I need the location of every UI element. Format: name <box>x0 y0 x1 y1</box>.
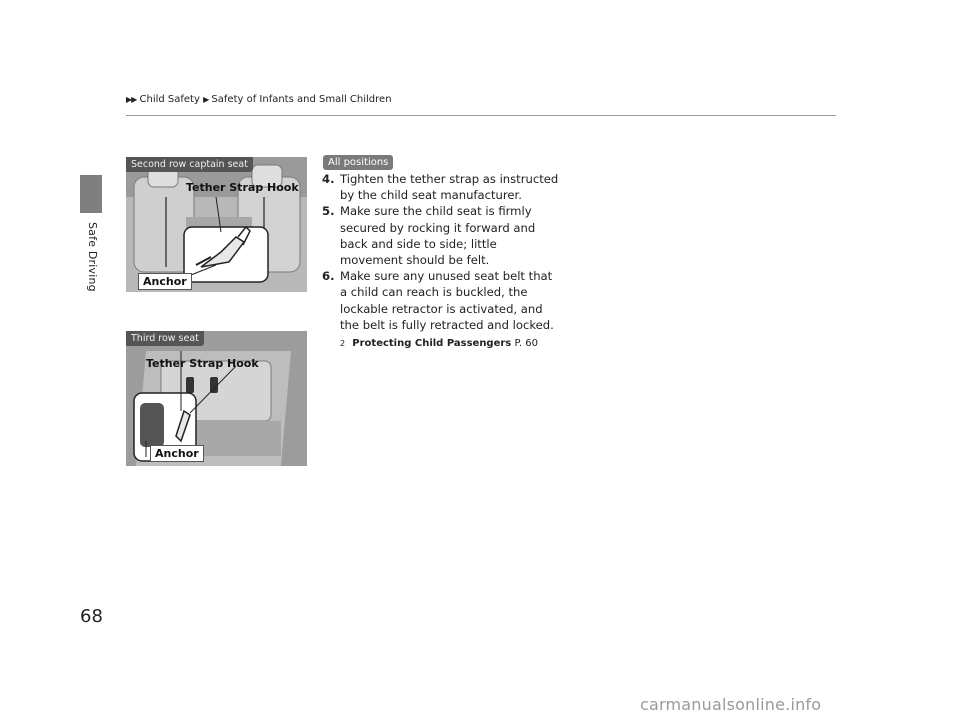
step-item <box>322 268 562 333</box>
reference-marker-icon: 2 <box>340 339 346 349</box>
callout-tether-hook: Tether Strap Hook <box>146 357 259 370</box>
breadcrumb-arrow-icon: ▶ <box>203 95 209 104</box>
step-number: 6. <box>322 269 335 284</box>
reference-title[interactable]: Protecting Child Passengers <box>352 338 512 350</box>
figure-label: Third row seat <box>126 331 204 346</box>
header-divider <box>126 115 836 116</box>
reference-page: P. 60 <box>514 338 539 350</box>
figure-second-row <box>126 157 307 292</box>
breadcrumb-arrow-icon: ▶▶ <box>126 95 137 104</box>
all-positions-badge: All positions <box>323 155 393 170</box>
breadcrumb-item-safety-infants[interactable]: Safety of Infants and Small Children <box>211 94 392 105</box>
step-number: 4. <box>322 172 335 186</box>
step-item <box>322 203 562 268</box>
callout-anchor: Anchor <box>138 273 192 290</box>
step-text: Make sure the child seat is firmly secured by rocking it forward and back and side to side; little movement should be felt. <box>340 204 536 268</box>
figure-label: Second row captain seat <box>126 157 253 172</box>
step-text: Make sure any unused seat belt that a child can reach is buckled, the lockable retractor is activated, and the belt is fully retracted and locked. <box>340 269 554 332</box>
figure-third-row <box>126 331 307 466</box>
watermark: carmanualsonline.info <box>640 695 822 714</box>
step-number: 5. <box>322 204 335 219</box>
section-tab <box>80 175 102 213</box>
callout-tether-hook: Tether Strap Hook <box>186 181 299 194</box>
step-item <box>322 171 562 203</box>
second-row-illustration <box>126 157 307 292</box>
section-label: Safe Driving <box>86 222 99 292</box>
callout-anchor: Anchor <box>150 445 204 462</box>
breadcrumb <box>126 94 392 105</box>
cross-reference[interactable] <box>322 336 562 352</box>
instruction-steps <box>322 171 562 352</box>
page-number: 68 <box>80 606 103 627</box>
step-text: Tighten the tether strap as instructed by the child seat manufacturer. <box>340 172 559 203</box>
breadcrumb-item-child-safety[interactable]: Child Safety <box>139 94 200 105</box>
